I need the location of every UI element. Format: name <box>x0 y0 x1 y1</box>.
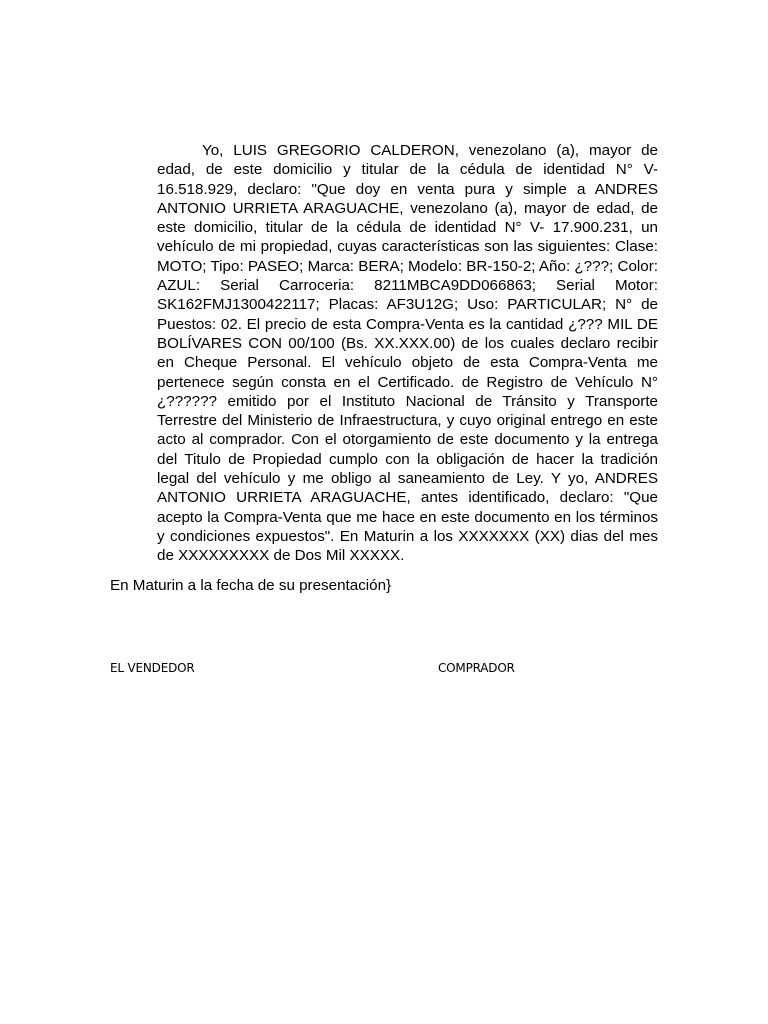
closing-line: En Maturin a la fecha de su presentación} <box>110 577 392 594</box>
buyer-signature-label: COMPRADOR <box>438 661 515 675</box>
seller-signature-label: EL VENDEDOR <box>110 661 195 675</box>
contract-body-paragraph: Yo, LUIS GREGORIO CALDERON, venezolano (a), mayor de edad, de este domicilio y titular de la cédula de identidad N° V- 16.518.929, declaro: "Que doy en venta pura y simple a ANDRES ANTONIO URRIETA ARAGUACHE, venezolano (a), mayor de edad, de este domicilio, titular de la cédula de identidad N° V- 17.900.231, un vehículo de mi propiedad, cuyas características son las siguientes: Clase: MOTO; Tipo: PASEO; Marca: BERA; Modelo: BR-150-2; Año: ¿???; Color: AZUL: Serial Carroceria: 8211MBCA9DD066863; Serial Motor: SK162FMJ1300422117; Placas: AF3U12G; Uso: PARTICULAR; N° de Puestos: 02. El precio de esta Compra-Venta es la cantidad ¿??? MIL DE BOLÍVARES CON 00/100 (Bs. XX.XXX.00) de los cuales declaro recibir en Cheque Personal. El vehículo objeto de esta Compra-Venta me pertenece según consta en el Certificado. de Registro de Vehículo N° ¿?????? emitido por el Instituto Nacional de Tránsito y Transporte Terrestre del Ministerio de Infraestructura, y cuyo original entrego en este acto al comprador. Con el otorgamiento de este documento y la entrega del Titulo de Propiedad cumplo con la obligación de hacer la tradición legal del vehículo y me obligo al saneamiento de Ley. Y yo, ANDRES ANTONIO URRIETA ARAGUACHE, antes identificado, declaro: "Que acepto la Compra-Venta que me hace en este documento en los términos y condiciones expuestos". En Maturin a los XXXXXXX (XX) dias del mes de XXXXXXXXX de Dos Mil XXXXX. <box>157 142 658 565</box>
